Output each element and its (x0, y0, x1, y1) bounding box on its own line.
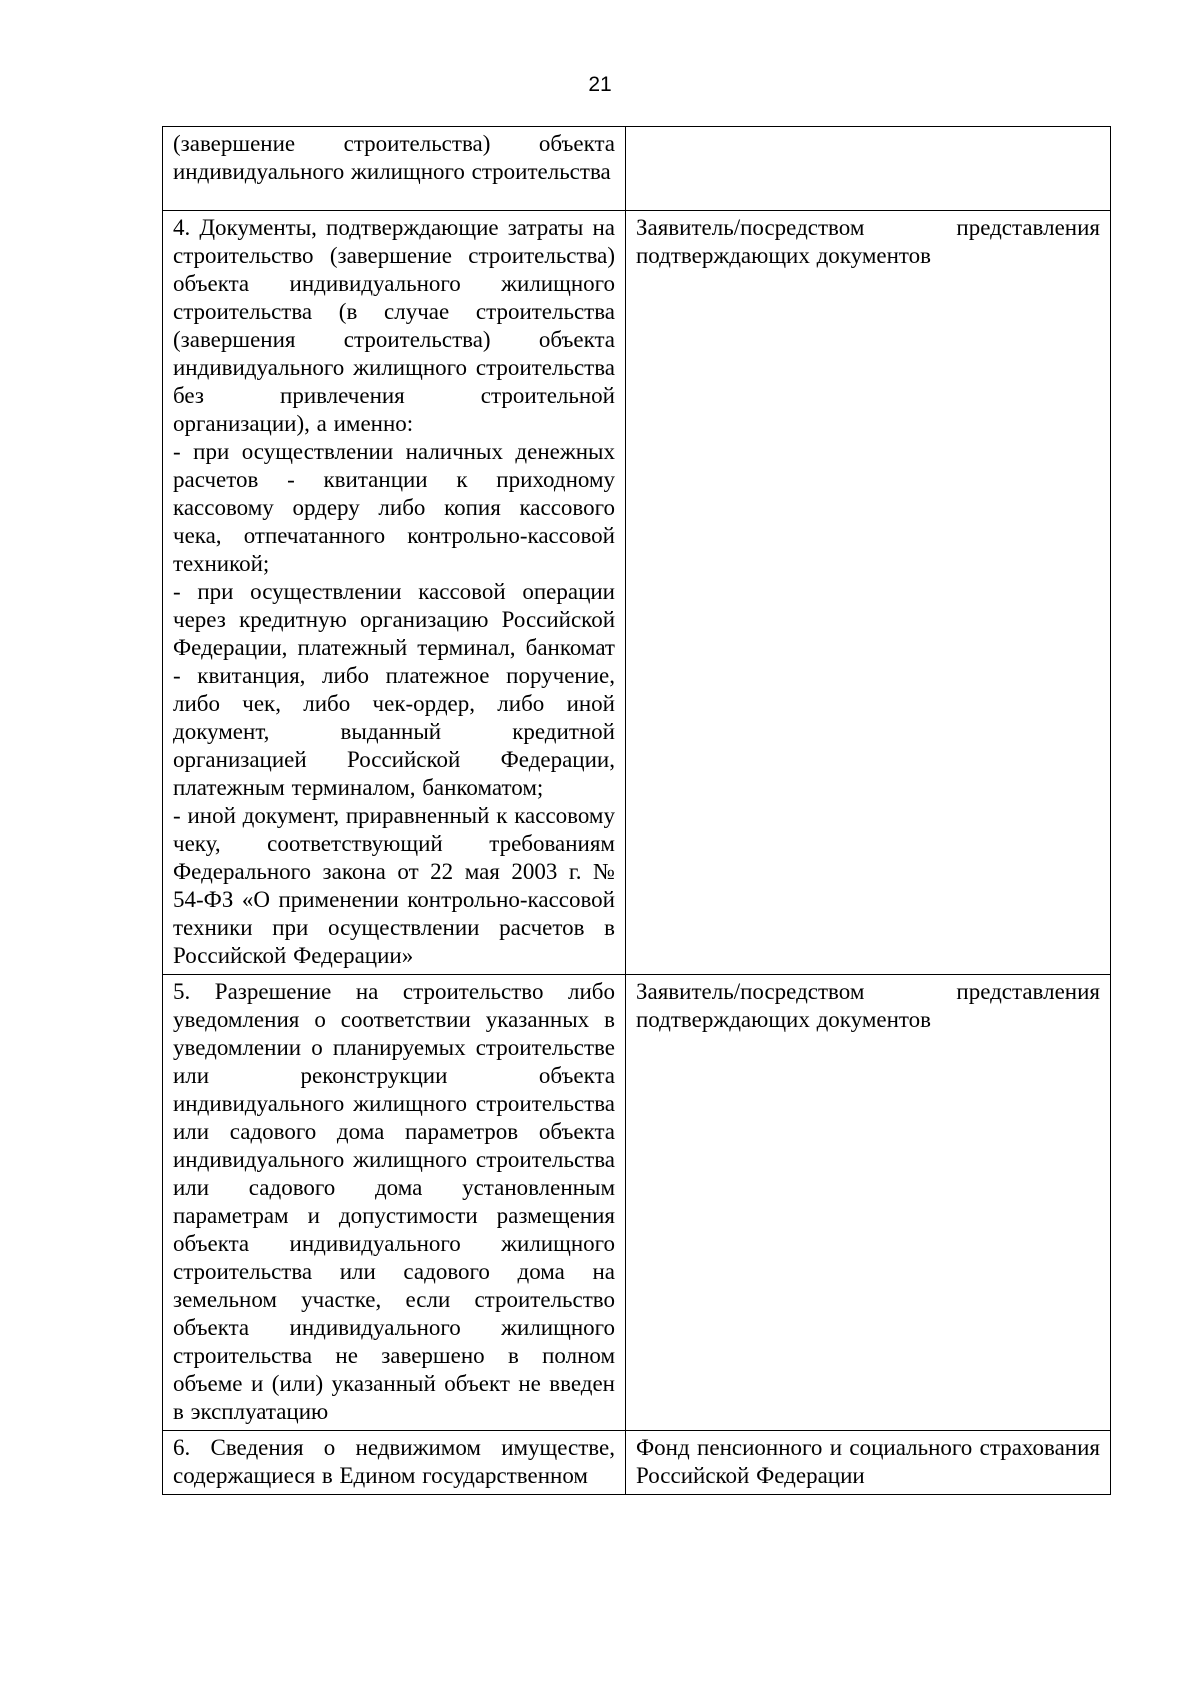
table-row (163, 211, 1111, 975)
documents-table (162, 126, 1111, 1495)
page-number: 21 (588, 73, 612, 96)
table-row (163, 975, 1111, 1431)
document-cell (163, 975, 626, 1431)
source-cell (626, 127, 1111, 211)
document-cell (163, 127, 626, 211)
document-list-item: - при осуществлении наличных денежных расчетов - квитанции к приходному кассовому ордеру либо копия кассового чека, отпечатанного контрольно-кассовой техникой; (173, 439, 615, 576)
document-cell (163, 1431, 626, 1495)
document-text: 5. Разрешение на строительство либо уведомления о соответствии указанных в уведомлении о планируемых строительстве или реконструкции объекта индивидуального жилищного строительства или садового дома параметров объекта индивидуального жилищного строительства или садового дома установленным параметрам и допустимости размещения объекта индивидуального жилищного строительства или садового дома на земельном участке, если строительство объекта индивидуального жилищного строительства не завершено в полном объеме и (или) указанный объект не введен в эксплуатацию (173, 979, 615, 1424)
document-list-item: - иной документ, приравненный к кассовому чеку, соответствующий требованиям Федерального закона от 22 мая 2003 г. № 54-ФЗ «О применении контрольно-кассовой техники при осуществлении расчетов в Российской Федерации» (173, 803, 615, 968)
document-cell (163, 211, 626, 975)
document-text: 4. Документы, подтверждающие затраты на строительство (завершение строительства) объекта индивидуального жилищного строительства (в случае строительства (завершения строительства) объекта индивидуального жилищного строительства без привлечения строительной организации), а именно: (173, 215, 615, 436)
source-text: Фонд пенсионного и социального страхования Российской Федерации (636, 1435, 1100, 1488)
document-list-item: - при осуществлении кассовой операции через кредитную организацию Российской Федерации, платежный терминал, банкомат - квитанция, либо платежное поручение, либо чек, либо чек-ордер, либо иной документ, выданный кредитной организацией Российской Федерации, платежным терминалом, банкоматом; (173, 579, 615, 800)
table-row (163, 127, 1111, 211)
source-cell (626, 1431, 1111, 1495)
source-cell (626, 211, 1111, 975)
source-text: Заявитель/посредством представления подтверждающих документов (636, 979, 1100, 1032)
document-text: 6. Сведения о недвижимом имуществе, содержащиеся в Едином государственном (173, 1435, 615, 1488)
source-cell (626, 975, 1111, 1431)
source-text: Заявитель/посредством представления подтверждающих документов (636, 215, 1100, 268)
document-text: (завершение строительства) объекта индивидуального жилищного строительства (173, 131, 615, 184)
table-row (163, 1431, 1111, 1495)
